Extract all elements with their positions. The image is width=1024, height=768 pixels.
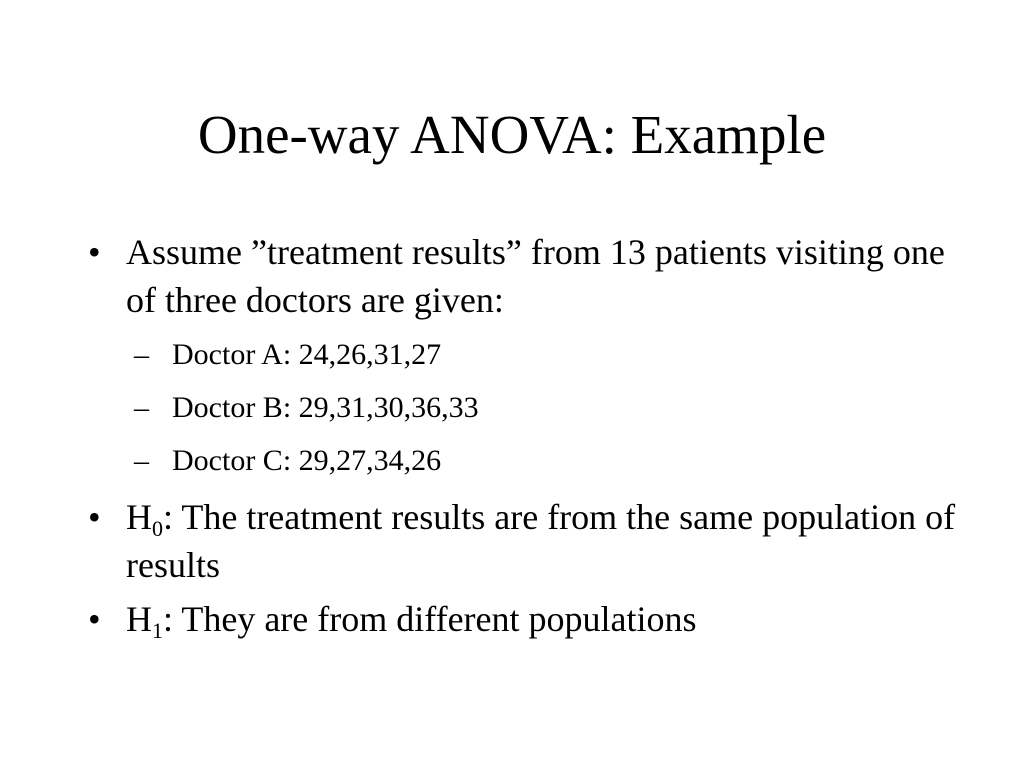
hypothesis-letter: H [126,599,152,639]
bullet-item-h0 [88,493,968,589]
bullet-item-assume [88,228,968,487]
bullet-text: : The treatment results are from the same population of results [126,497,956,585]
bullet-icon: • [88,599,101,639]
sub-item-text: Doctor A: 24,26,31,27 [172,338,442,371]
bullet-list [88,228,968,649]
sub-item-doctor-b [126,381,968,434]
sub-item-doctor-c [126,434,968,487]
dash-icon: – [134,338,149,371]
sub-item-doctor-a [126,328,968,381]
hypothesis-index: 1 [152,618,163,643]
bullet-icon: • [88,497,101,537]
bullet-text: Assume ”treatment results” from 13 patients visiting one of three doctors are given: [126,232,945,320]
slide-title: One-way ANOVA: Example [197,104,827,165]
bullet-item-h1 [88,595,968,643]
bullet-icon: • [88,232,101,272]
hypothesis-letter: H [126,497,152,537]
sub-item-text: Doctor B: 29,31,30,36,33 [172,391,479,424]
sub-list [126,328,968,487]
bullet-text: : They are from different populations [163,599,697,639]
sub-item-text: Doctor C: 29,27,34,26 [172,444,442,477]
dash-icon: – [134,391,149,424]
hypothesis-index: 0 [152,516,163,541]
dash-icon: – [134,444,149,477]
